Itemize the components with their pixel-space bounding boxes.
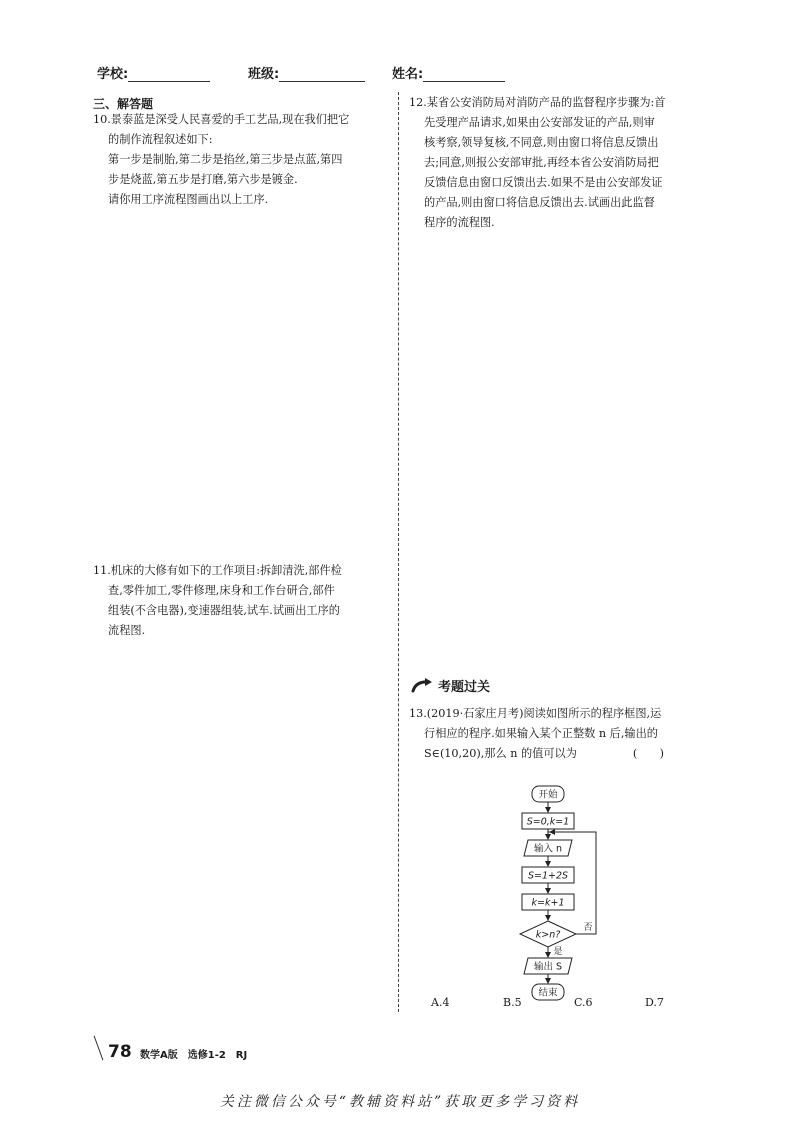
book-title: 数学A版 选修1-2 RJ [140,1050,248,1061]
option-d[interactable]: D.7 [645,996,664,1009]
curved-arrow-icon [410,678,434,694]
footer-slash [94,1036,104,1061]
q11-line: 11.机床的大修有如下的工作项目:拆卸清洗,部件检 [93,564,342,577]
class-blank[interactable] [279,67,365,82]
q12-line: 反馈信息由窗口反馈出去.如果不是由公安部发证 [424,176,663,189]
q12-line: 先受理产品请求,如果由公安部发证的产品,则审 [424,116,655,129]
school-blank[interactable] [128,67,210,82]
option-a[interactable]: A.4 [431,996,450,1009]
question-12 [409,93,709,233]
q13-line: 行相应的程序.如果输入某个正整数 n 后,输出的 [424,727,658,740]
flow-start-text: 开始 [538,789,558,801]
q10-line: 第一步是制胎,第二步是掐丝,第三步是点蓝,第四 [108,153,343,166]
column-divider [398,92,399,1012]
flow-output-text: 输出 S [533,961,563,973]
name-blank[interactable] [423,67,505,82]
q10-line: 请你用工序流程图画出以上工序. [108,193,269,206]
question-13 [409,704,709,764]
q12-line: 12.某省公安消防局对消防产品的监督程序步骤为:首 [409,96,666,109]
watermark-text: 关注微信公众号“教辅资料站”获取更多学习资料 [219,1094,581,1110]
q11-line: 流程图. [108,624,146,637]
flow-yes-label: 是 [553,947,563,957]
flow-step1-text: S=1+2S [527,870,569,882]
exam-section-title: 考题过关 [438,680,491,695]
q11-line: 查,零件加工,零件修理,床身和工作台研合,部件 [108,584,335,597]
flow-init-text: S=0,k=1 [526,816,570,828]
q12-line: 的产品,则由窗口将信息反馈出去.试画出此监督 [424,196,655,209]
flow-cond-text: k>n? [535,929,561,941]
q12-line: 去;同意,则报公安部审批,再经本省公安消防局把 [424,156,659,169]
option-b[interactable]: B.5 [503,996,522,1009]
q12-line: 核考察,领导复核,不同意,则由窗口将信息反馈出 [424,136,659,149]
class-label: 班级: [248,67,280,82]
flow-end-text: 结束 [538,987,558,999]
q10-line: 步是烧蓝,第五步是打磨,第六步是镀金. [108,173,298,186]
school-field [97,63,210,82]
flow-no-label: 否 [583,923,593,933]
q12-line: 程序的流程图. [424,216,495,229]
q11-line: 组装(不含电器),变速器组装,试车.试画出工序的 [108,604,340,617]
q10-line: 10.景泰蓝是深受人民喜爱的手工艺品,现在我们把它 [93,113,350,126]
q10-line: 的制作流程叙述如下: [108,133,213,146]
program-flowchart [500,780,630,1002]
name-label: 姓名: [392,67,424,82]
question-10 [93,110,393,210]
q13-line: S∈(10,20),那么 n 的值可以为 ( ) [424,747,664,760]
section-title: 三、解答题 [93,97,154,111]
question-11 [93,561,393,641]
page-number: 78 [108,1042,132,1062]
class-field [248,63,365,82]
name-field [392,63,505,82]
school-label: 学校: [97,67,129,82]
option-c[interactable]: C.6 [574,996,593,1009]
exam-section-header [410,676,490,695]
q13-line: 13.(2019·石家庄月考)阅读如图所示的程序框图,运 [409,707,662,720]
flow-step2-text: k=k+1 [531,897,565,909]
flow-input-text: 输入 n [533,843,563,855]
